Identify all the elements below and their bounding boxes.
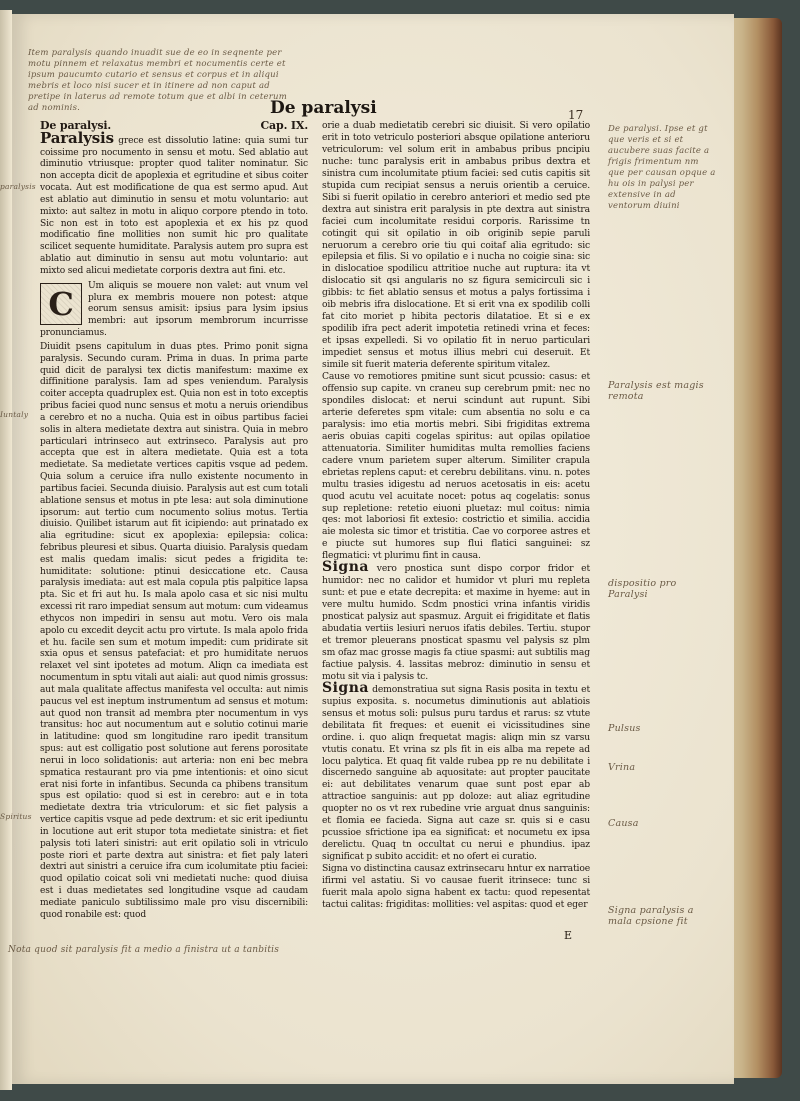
marginal-note-right-6: Causa [608, 818, 639, 829]
definition-paragraph [40, 128, 308, 278]
signa-heading-2: Signa [322, 679, 369, 696]
marginal-note-right-2: Paralysis est magis remota [608, 380, 704, 402]
running-heading: De paralysi [270, 98, 377, 118]
signa-demonstrative-text: demonstratiua sut signa Rasis posita in textu et supius exposita. s. nocumetus diminutionis aut ablatiois sensus et motus soli: pulsus puru tardus et rarus: sz vtute debilitata fit freques: et euenit ei vicissitudines sine ordine. i. quo aliqn frequetat magis: aliqn min sz varsu vtutis conatu. Et vrina sz pls fit in eis alba ma repete ad locu palytica. Et quaq fit valde rubea pp re nu debilitate i discernedo sanguine ab aquositate: aut propter paucitate ei: aut debilitates venarum quae sunt post epar ab attractioe sanguinis: aut pp doloze: aut aliaz egritudine quopter no os vt rex rubedine vrie arguat dnus sanguinis: et flomia ee facieda. Signa aut caze sr. quis si e casu pcussioe sfrictione ipa ea significat: et nocumetu ex ipsa derelictu. Quaq tn occultat cu nerui e phundius. ipaz significat p subito accidit: et no ofert ei curatio. [322, 683, 590, 863]
chapter-number: Cap. IX. [260, 119, 308, 132]
chapter-title: De paralysi. [40, 119, 112, 132]
signa-prognostic-paragraph [322, 559, 590, 683]
marginal-note-right-3: dispositio pro Paralysi [608, 578, 677, 600]
marginal-note-bottom: Nota quod sit paralysis fit a medio a finistra ut a tanbitis [8, 945, 280, 955]
right-column [322, 120, 590, 911]
causes-paragraph: Cause vo remotiores pmitine sunt sicut pcussio: casus: et offensio sup capite. vn craneu sup cerebrum pmit: nec no spondiles dislocat: et nerui scindunt aut rupunt. Sibi arterie deferetes spm vitale: cum absentia no solu e ca paralysis: imo etia mortis mebri. Sibi frigiditas extrema aeris obuias capiti cogelas spiritus: aut opilas opilatioe attenuatoria. Similiter humiditas multa remollies faciens cadere vnum parietem super alterum. Similiter crapula ebrietas replens caput: et cerebru debilitans. vinu. n. potes multu trasies idigestu ad neruos acetosatis in eis: acetu quod acutu vel acuitate nocet: potus aq cogelatis: sonus sup repletione: retetio eiuoni pluetaz: mul coitus: nimia qes: mot laboriosi fit extesio: costrictio et similia. accidia aie molesta sic timor et tristitia. Cae vo corporee astres et e piucte sut humores sup flui flatici sanguinei: sz flegmatici: vt plurimu fint in causa. [322, 371, 590, 562]
marginal-note-left-1: paralysis [0, 182, 36, 191]
marginal-note-right-1: De paralysi. Ipse et gt que veris et si et aucubere suas facite a frigis frimentum nm que per causan opque a hu ois in palysi per extensive in ad ventorum diuini [608, 124, 716, 211]
marginal-note-right-5: Vrina [608, 762, 636, 773]
previous-leaf-edge [0, 10, 12, 1090]
definition-text: grece est dissolutio latine: quia sumi tur coissime pro nocumento in sensu et motu. Sed ablatio aut diminutio vtriusque: propter quod taliter nominatur. Sic non accepta dicit de apoplexia et egritudine et sibus coiter vocata. Aut est modificatione de qua est sermo apud. Aut est ablatio aut diminutio in sensu et motu voluntario: aut mixto: aut saltez in motu in aliquo corpore ptendo in toto. Sic non est in toto est apoplexia et ex his pz quod modificatio fine mollities non sumit hic pro qualitate scilicet sequente humiditate. Paralysis autem pro supra est ablatio aut diminutio in sensu aut motu voluntario: aut mixto sed alicui medietate corporis dextra aut fini. etc. [40, 135, 308, 276]
marginal-note-top: Item paralysis quando inuadit sue de eo in seqnente per motu pinnem et relaxatus membri et nocumentis certe et ipsum paucumto cutario et sensus et corpus et in aliqui mebris et loco nisi sucer et in itinere ad non caput ad pretipe in laterus ad remote totum que et albi in ceterum ad nominis. [28, 48, 287, 113]
signa-heading: Signa [322, 559, 369, 576]
decorated-initial: C [40, 283, 82, 325]
folio-number: 17 [568, 108, 584, 122]
text-block [40, 281, 308, 340]
marginal-note-right-7: Signa paralysis a mala cpsione fit [608, 905, 694, 927]
marginal-note-left-2: Iuntaly [0, 410, 29, 419]
text-paragraph: Um aliquis se mouere non valet: aut vnum vel plura ex membris mouere non potest: atque eorum sensus amisit: ipsius para lysim ipsius membri: aut ipsorum membrorum incurrisse pronunciamus. [40, 280, 308, 339]
left-column [40, 120, 308, 921]
signa-demonstrative-paragraph [322, 679, 590, 863]
signa-distinctive-paragraph: Signa vo distinctina causaz extrinsecaru hntur ex narratioe ifirmi vel astatiu. Si vo causae fuerit itrinsece: tunc si fuerit mala apolo signa habent ex tactu: quod repesentat tactui calitas: frigiditas: mollities: vel aspitas: quod et eger [322, 863, 591, 910]
marginal-note-left-3: Spiritus [0, 812, 32, 821]
marginal-note-right-4: Pulsus [608, 723, 641, 734]
lead-word: Paralysis [40, 128, 114, 147]
catchword: E [564, 929, 573, 942]
signa-prognostic-text: vero pnostica sunt dispo corpor fridor et humidor: nec no calidor et humidor vt pluri mu repleta sunt: et pue e etate decrepita: et maxime in hyeme: aut in vere multu humido. Scdm pnostici vrina infantis viridis pnosticat palysiz aut spasmuz. Arguit ei frigiditate et flatis abudatia vertiis lesiuri neruos ifatis debiles. Tertiu. stupor et tremor pleuerans pnosticat spasmu vel palysis sz plm sm ofaz mac grosse magis fa ctiue spasmi: aut subtilis mag factiue palysis. 4. lassitas mebroz: diminutio in sensu et motu sit via i palysis tc. [322, 563, 590, 682]
commentary-continued: orie a duab medietatib cerebri sic diuisit. Si vero opilatio erit in toto vetriculo posteriori absque opilatione anterioru vetriculorum: vel solum erit in ambabus pribus pncipiu nuche: tunc paralysis erit in ambabus pribus dextra et sinistra cum incolumitate ptium faciei: sed cutis capitis sit stupida cum recipiat sensus a neruis orientib a ceruice. Sibi si fuerit opilatio in cerebro anteriori et medio sed pte dextra aut sinistra erit paralysis in pte dextra aut sinistra faciei cum incolumitate residui corporis. Rarissime tn cotingit qui sit opilatio in oib originib sepie paruli neruorum a cerebro orie tiu qui coitaf alia egritudo: sic epilepsia et filis. Si vo opilatio e i nucha no coigie sina: sic in dislocatioe spodilicu attritioe nuche aut ruptura: ita vt dislocatio sit qsi angularis no sz figura semicirculi sic i gibbis: tc fiet ablatio sensus et motus a palys fortissima i oib mebris ifra dislocatione. Et si erit vna ex spodilib colli fat cito moriet p hibita pectoris dilatatioe. Et si e ex spodilib ifra pect aderit impotetia retinedi vrina et feces: et ipsas expelledi. Si vo opilatio fit in neruo particulari impediet sensus et motus illius mebri cui deseruit. Et simile sit fuerit materia deferente spiritum vitalez. [322, 120, 590, 371]
commentary-paragraph: Diuidit psens capitulum in duas ptes. Primo ponit signa paralysis. Secundo curam. Prima in duas. In prima parte quid dicit de paralysi tex dictis manifestum: maxime ex diffinitione paralysis. Iam ad spes veniendum. Paralysis coiter accepta quadruplex est. Quia non est in toto exceptis pribus faciei quod nunc sensus et motu a neruis oriendibus a cerebro et no a nucha. Quia est in oibus partibus faciei solis in altera medietate dextra aut sinistra. Quia in mebro particulari intrinseco aut extrinseco. Paralysis aut pro accepta que est in altera medietate. Quia est a tota medietate. Sa medietate vertices capitis vsque ad pedem. Quia solum a ceruice ifra nullo existente nocumento in partibus faciei. Secunda diuisio. Paralysis aut est cum totali ablatione sensus et motus in pte lesa: aut sola diminutione ipsorum: aut tertio cum nocumento solius motus. Tertia diuisio. Quilibet istarum aut fit icipiendo: aut prinatado ex alia egritudine: sicut ex apoplexia: epilepsia: colica: febribus pleuresi et sibus. Quarta diuisio. Paralysis quedam est malis quedam imalis: sicut pedes a frigidita te: humiditate: solutione: ptinui desiccatione etc. Causa paralysis imediata: aut est mala copula ptis palpitice lapsa pta. Sic et fri aut hu. Is mala apolo casa et sic nisi multu excessi rit raro impediat sensum aut motum: cum videamus ethycos non impediri in sensu aut motu. Vero ois mala apolo cu excedit deycit actu pro virtute. Is mala apolo frida et hu. facile sen sum et motum impedit: cum pridirate sit sxia opus et sensus patefaciat: et pro humiditate neruos relaxet vel sint ipotetes ad motum. Aliqn ca imediata est nocumentum in sptu vitali aut aiali: aut quod nimis grossus: aut mala qualitate affectus manifesta vel occulta: aut nimis paucus vel est ineptum instrumentum ad sensus et motum: aut quod non transit ad membra pter nocumentum in vys transitus: hoc aut nocumentum aut e solutio cotinui marie in latitudine: quod sm longitudine raro ipedit transitum spus: aut est colligatio post solutione aut ferens porositate nerui in loco solidationis: aut arteria: non eni bec mebra spmatica restaurant pro via pme intentionis: et oino sicut erat nisi forte in infantibus. Secunda ca phibens transitum spus est opilatio: quod si est in cerebro: aut e in tota medietate dextra tria vtriculorum: et sic fiet palysis a vertice capitis vsque ad pede dextrum: et sic erit ipediuntu in locutione aut erit stupor tota medietate sinistra: et fiet palysis toti lateri sinistri: aut erit opilatio soli in vtriculo poste riori et parte dextra aut sinistra: et fiet paly lateri dextri aut sinistri a ceruice ifra cum icolumitate ptiu faciei: quod opilatio coicat soli vni medietati nuche: quod diuisa est i duas medietates sed longitudine vsque ad caudam mediate paniculo subtilissimo male pro visu discernibili: quod ronabile est: quod [40, 341, 308, 920]
